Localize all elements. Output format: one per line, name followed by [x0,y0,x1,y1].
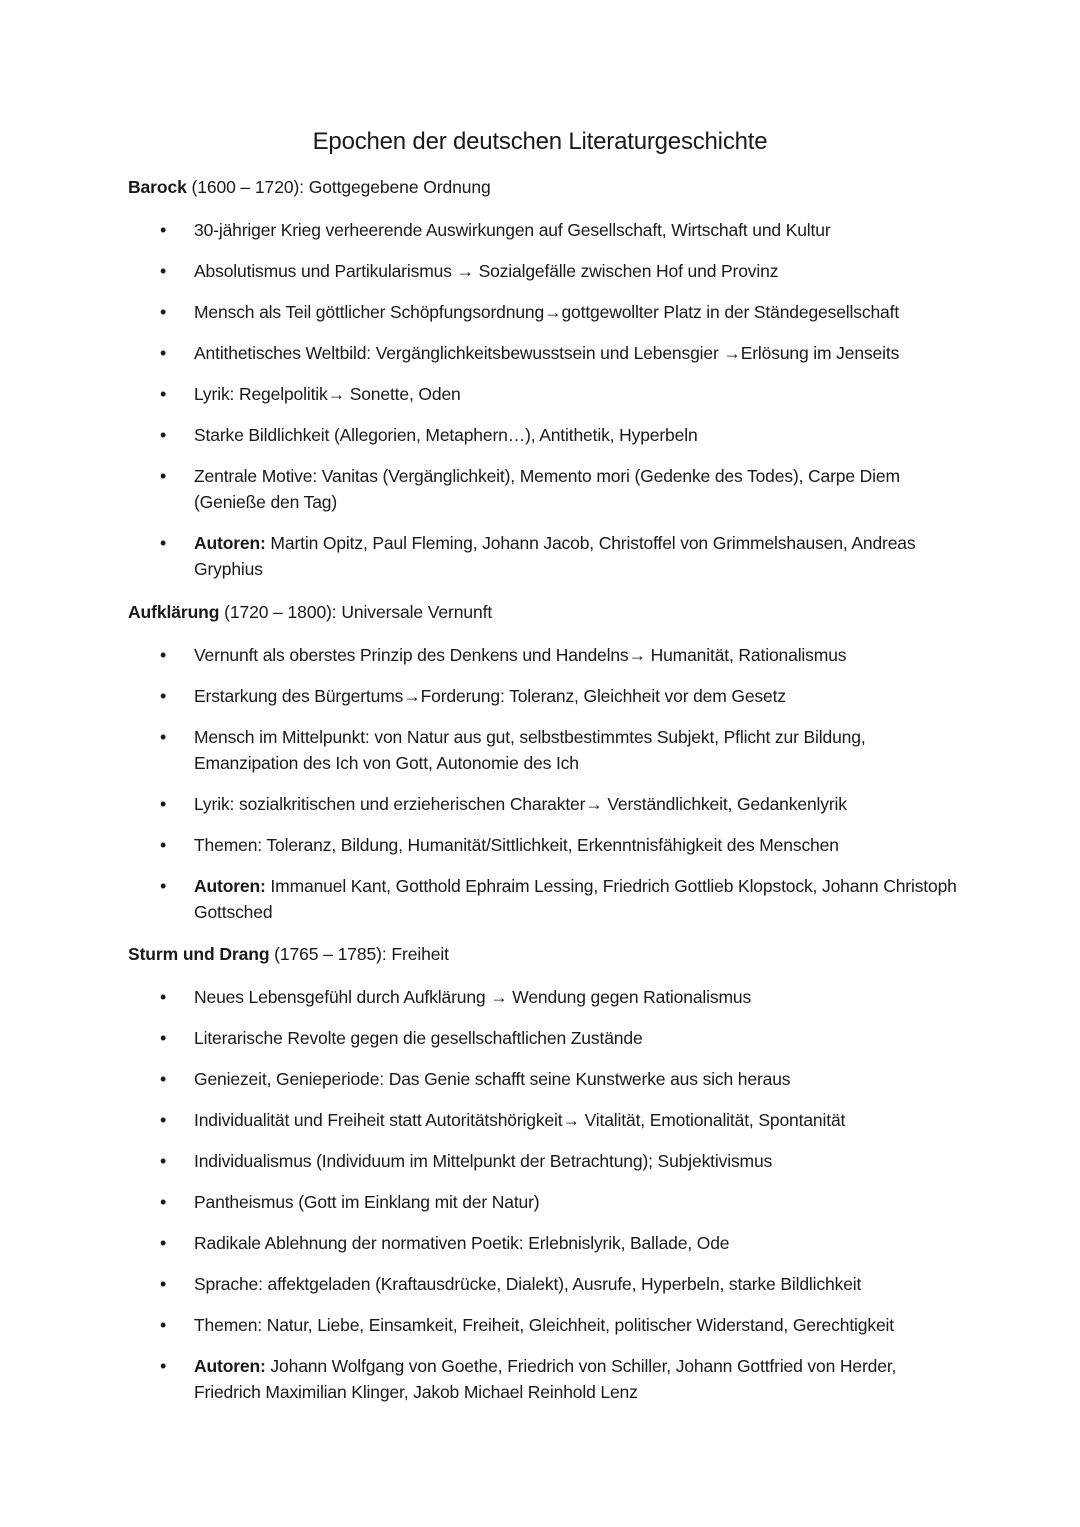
list-item: • Geniezeit, Genieperiode: Das Genie schafft seine Kunstwerke aus sich heraus [0,1066,1080,1092]
epoch-theme: Universale Vernunft [341,602,493,622]
list-item: • Literarische Revolte gegen die gesellschaftlichen Zustände [0,1025,1080,1051]
authors-label: Autoren: [194,1356,266,1376]
list-item: • Lyrik: sozialkritischen und erzieherischen Charakter→ Verständlichkeit, Gedankenlyrik [0,791,1080,817]
bullet-icon: • [160,1192,167,1212]
list-item: • Absolutismus und Partikularismus → Sozialgefälle zwischen Hof und Provinz [0,258,1080,284]
epoch-period: (1600 – 1720): [186,177,309,197]
list-item: • Starke Bildlichkeit (Allegorien, Metaphern…), Antithetik, Hyperbeln [0,422,1080,448]
list-item: • Mensch als Teil göttlicher Schöpfungsordnung→gottgewollter Platz in der Ständegesellschaft [0,299,1080,325]
list-item: • Lyrik: Regelpolitik→ Sonette, Oden [0,381,1080,407]
list-item-authors: • Autoren: Johann Wolfgang von Goethe, Friedrich von Schiller, Johann Gottfried von Herder, Friedrich Maximilian Klinger, Jakob Michael Reinhold Lenz [0,1353,1080,1405]
bullet-icon: • [160,1233,167,1253]
epoch-period: (1765 – 1785): [269,944,392,964]
epoch-period: (1720 – 1800): [219,602,342,622]
bullet-icon: • [160,220,167,240]
bullet-icon: • [160,1110,167,1130]
bullet-icon: • [160,384,167,404]
authors-label: Autoren: [194,533,266,553]
list-item-authors: • Autoren: Martin Opitz, Paul Fleming, Johann Jacob, Christoffel von Grimmelshausen, Andreas Gryphius [0,530,1080,582]
bullet-icon: • [160,1356,167,1376]
bullet-icon: • [160,645,167,665]
bullet-icon: • [160,1151,167,1171]
authors-label: Autoren: [194,876,266,896]
bullet-icon: • [160,533,167,553]
list-item: • Themen: Natur, Liebe, Einsamkeit, Freiheit, Gleichheit, politischer Widerstand, Gerechtigkeit [0,1312,1080,1338]
list-item: • Individualismus (Individuum im Mittelpunkt der Betrachtung); Subjektivismus [0,1148,1080,1174]
list-item: • Neues Lebensgefühl durch Aufklärung → Wendung gegen Rationalismus [0,984,1080,1010]
bullet-icon: • [160,302,167,322]
list-item: • Sprache: affektgeladen (Kraftausdrücke, Dialekt), Ausrufe, Hyperbeln, starke Bildlichkeit [0,1271,1080,1297]
list-item: • Vernunft als oberstes Prinzip des Denkens und Handelns→ Humanität, Rationalismus [0,642,1080,668]
list-item-authors: • Autoren: Immanuel Kant, Gotthold Ephraim Lessing, Friedrich Gottlieb Klopstock, Johann Christoph Gottsched [0,873,1080,925]
bullet-list-aufklaerung [0,642,1080,940]
bullet-icon: • [160,1315,167,1335]
list-item: • Pantheismus (Gott im Einklang mit der Natur) [0,1189,1080,1215]
section-heading-barock [128,177,491,198]
list-item: • Erstarkung des Bürgertums→Forderung: Toleranz, Gleichheit vor dem Gesetz [0,683,1080,709]
bullet-icon: • [160,1028,167,1048]
bullet-icon: • [160,794,167,814]
bullet-icon: • [160,1274,167,1294]
section-heading-sturm-und-drang [128,944,449,965]
bullet-icon: • [160,686,167,706]
bullet-icon: • [160,425,167,445]
bullet-icon: • [160,876,167,896]
epoch-theme: Gottgegebene Ordnung [308,177,491,197]
bullet-icon: • [160,261,167,281]
list-item: • Mensch im Mittelpunkt: von Natur aus gut, selbstbestimmtes Subjekt, Pflicht zur Bildung, Emanzipation des Ich von Gott, Autonomie des Ich [0,724,1080,776]
list-item: • Antithetisches Weltbild: Vergänglichkeitsbewusstsein und Lebensgier →Erlösung im Jenseits [0,340,1080,366]
bullet-icon: • [160,835,167,855]
bullet-icon: • [160,343,167,363]
bullet-list-barock [0,217,1080,597]
section-heading-aufklaerung [128,602,492,623]
bullet-icon: • [160,987,167,1007]
epoch-name: Barock [128,177,187,197]
list-item: • Zentrale Motive: Vanitas (Vergänglichkeit), Memento mori (Gedenke des Todes), Carpe Diem (Genieße den Tag) [0,463,1080,515]
list-item: • Themen: Toleranz, Bildung, Humanität/Sittlichkeit, Erkenntnisfähigkeit des Menschen [0,832,1080,858]
bullet-list-sturm-und-drang [0,984,1080,1420]
bullet-icon: • [160,727,167,747]
list-item: • Individualität und Freiheit statt Autoritätshörigkeit→ Vitalität, Emotionalität, Spontanität [0,1107,1080,1133]
epoch-theme: Freiheit [391,944,449,964]
list-item: • 30-jähriger Krieg verheerende Auswirkungen auf Gesellschaft, Wirtschaft und Kultur [0,217,1080,243]
page-title: Epochen der deutschen Literaturgeschichte [312,128,768,155]
list-item: • Radikale Ablehnung der normativen Poetik: Erlebnislyrik, Ballade, Ode [0,1230,1080,1256]
bullet-icon: • [160,1069,167,1089]
epoch-name: Sturm und Drang [128,944,270,964]
epoch-name: Aufklärung [128,602,220,622]
bullet-icon: • [160,466,167,486]
